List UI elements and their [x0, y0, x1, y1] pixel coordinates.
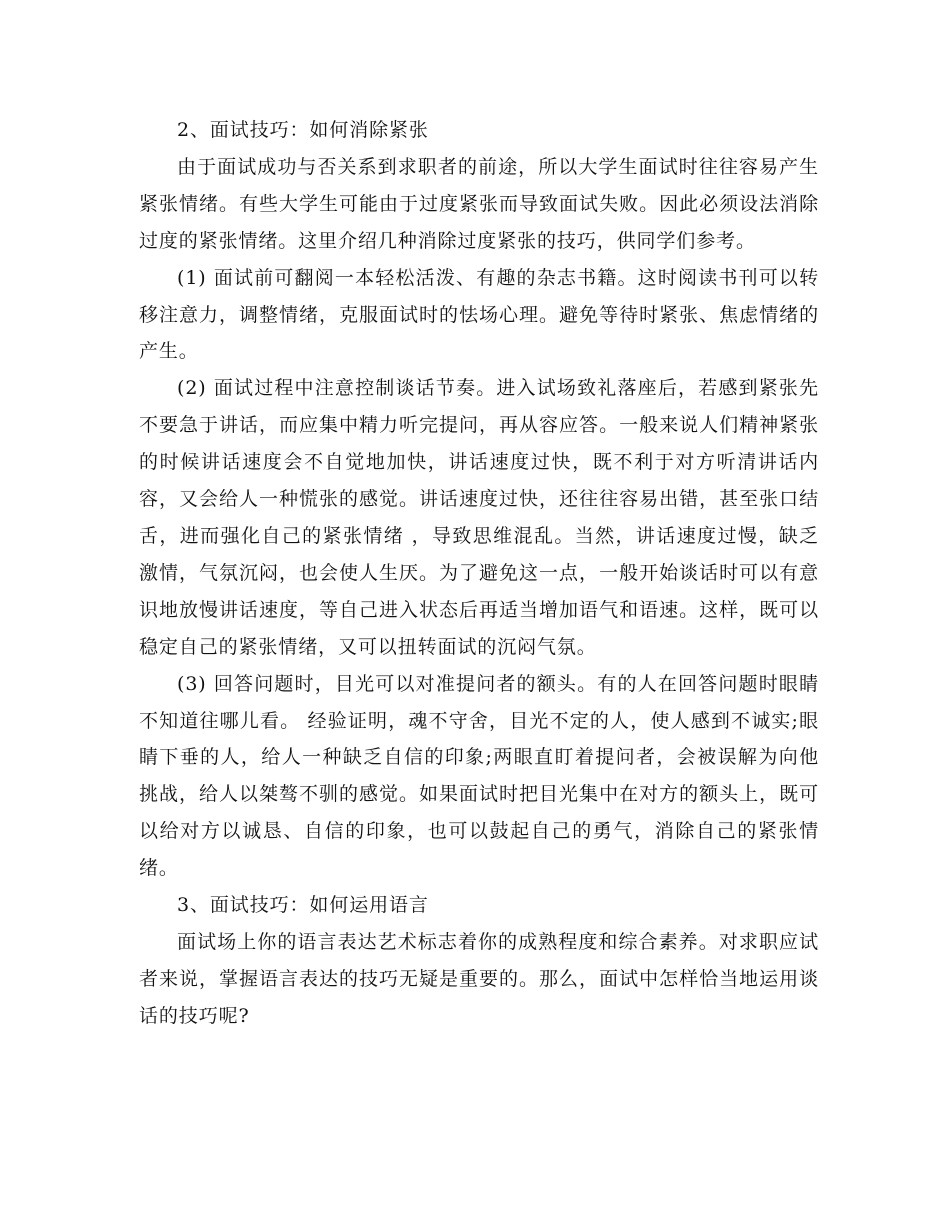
- list-item-paragraph: (3) 回答问题时，目光可以对准提问者的额头。有的人在回答问题时眼睛不知道往哪儿看。 经验证明，魂不守舍，目光不定的人，使人感到不诚实;眼睛下垂的人，给人一种缺乏自信的印象;两眼直盯着提问者，会被误解为向他挑战，给人以桀骜不驯的感觉。如果面试时把目光集中在对方的额头上，既可以给对方以诚恳、自信的印象，也可以鼓起自己的勇气，消除自己的紧张情绪。: [139, 672, 819, 880]
- body-paragraph: 面试场上你的语言表达艺术标志着你的成熟程度和综合素养。对求职应试者来说，掌握语言表达的技巧无疑是重要的。那么，面试中怎样恰当地运用谈话的技巧呢?: [139, 930, 819, 1027]
- document-body: [139, 112, 819, 1035]
- section-heading: 2、面试技巧：如何消除紧张: [177, 119, 429, 141]
- list-item-paragraph: (2) 面试过程中注意控制谈话节奏。进入试场致礼落座后，若感到紧张先不要急于讲话，而应集中精力听完提问，再从容应答。一般来说人们精神紧张的时候讲话速度会不自觉地加快，讲话速度过快，既不利于对方听清讲话内容，又会给人一种慌张的感觉。讲话速度过快，还往往容易出错，甚至张口结舌，进而强化自己的紧张情绪 ，导致思维混乱。当然，讲话速度过慢，缺乏激情，气氛沉闷，也会使人生厌。为了避免这一点，一般开始谈话时可以有意识地放慢讲话速度，等自己进入状态后再适当增加语气和语速。这样，既可以稳定自己的紧张情绪，又可以扭转面试的沉闷气氛。: [139, 377, 819, 658]
- list-item-paragraph: (1) 面试前可翻阅一本轻松活泼、有趣的杂志书籍。这时阅读书刊可以转移注意力，调整情绪，克服面试时的怯场心理。避免等待时紧张、焦虑情绪的产生。: [139, 266, 819, 363]
- body-paragraph: 由于面试成功与否关系到求职者的前途，所以大学生面试时往往容易产生紧张情绪。有些大学生可能由于过度紧张而导致面试失败。因此必须设法消除过度的紧张情绪。这里介绍几种消除过度紧张的技巧，供同学们参考。: [139, 155, 819, 252]
- section-heading: 3、面试技巧：如何运用语言: [177, 894, 429, 917]
